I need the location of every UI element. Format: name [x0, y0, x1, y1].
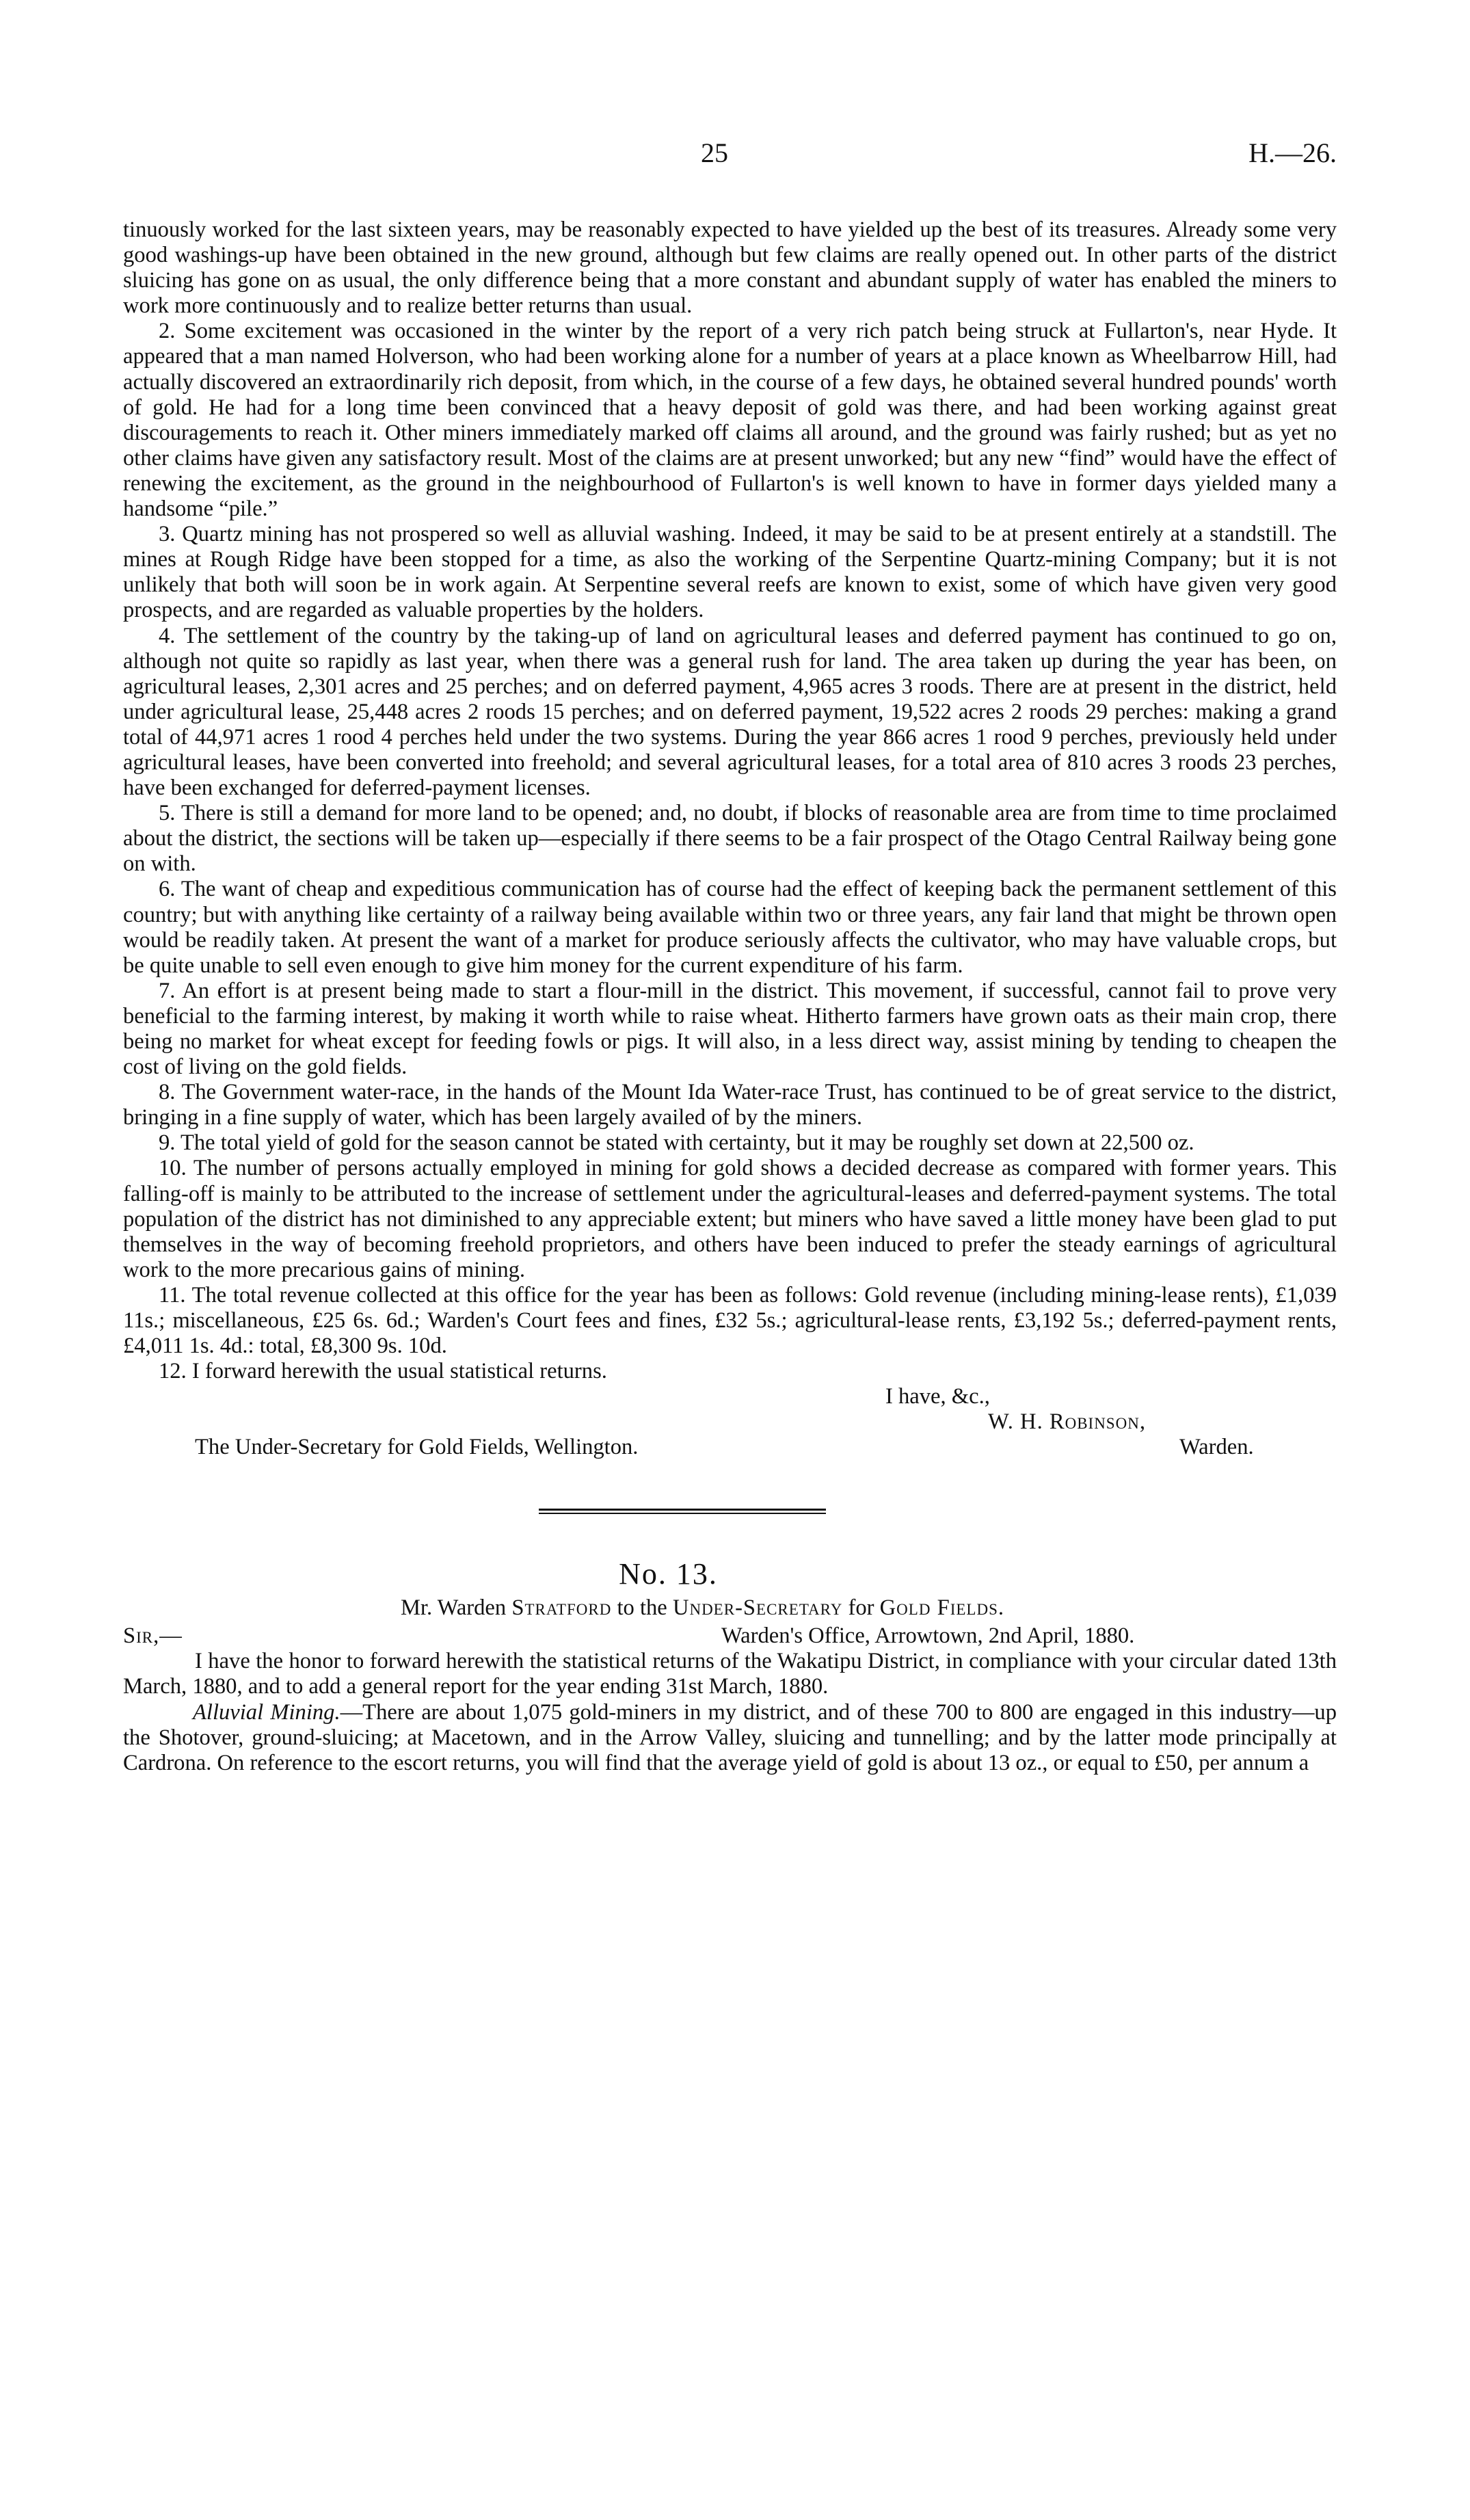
- signature-block: [123, 1384, 1337, 1473]
- alluvial-text: —There are about 1,075 gold-miners in my district, and of these 700 to 800 are engaged in this industry—up the Shotover, ground-sluicing; at Macetown, and in the Arrow Valley, sluicing and tunnelling; and by the latter mode principally at Cardrona. On reference to the escort returns, you will find that the average yield of gold is about 13 oz., or equal to £50, per annum a: [123, 1699, 1337, 1775]
- title-for: for: [848, 1595, 874, 1621]
- paragraph-12: 12. I forward herewith the usual statistical returns.: [159, 1359, 607, 1384]
- paragraph-continued: tinuously worked for the last sixteen years, may be reasonably expected to have yielded up the best of its treasures. Already some very good washings-up have been obtained in the new ground, although but few claims are really opened out. In other parts of the district sluicing has gone on as usual, the only difference being that a more constant and abundant supply of water has enabled the miners to work more continuously and to realize better returns than usual.: [123, 217, 1337, 319]
- paragraph-6: 6. The want of cheap and expeditious communication has of course had the effect of keeping back the permanent settlement of this country; but with anything like certainty of a railway being available within two or three years, any fair land that might be thrown open would be readily taken. At present the want of a market for produce seriously affects the cultivator, who may have valuable crops, but be quite unable to sell even enough to give him money for the current expenditure of his farm.: [123, 877, 1337, 978]
- paragraph-7: 7. An effort is at present being made to start a flour-mill in the district. This movement, if successful, cannot fail to prove very beneficial to the farming interest, by making it worth while to raise wheat. Hitherto farmers have grown oats as their main crop, there being no market for wheat except for feeding fowls or pigs. It will also, in a less direct way, assist mining by tending to cheapen the cost of living on the gold fields.: [123, 978, 1337, 1080]
- report-body: [123, 217, 1337, 1384]
- title-prefix: Mr. Warden: [400, 1595, 507, 1621]
- page-number: 25: [701, 137, 728, 168]
- paragraph-8: 8. The Government water-race, in the hands of the Mount Ida Water-race Trust, has continued to be of great service to the district, bringing in a fine supply of water, which has been largely availed of by the miners.: [123, 1080, 1337, 1130]
- title-warden-name: Stratford: [511, 1595, 612, 1621]
- salutation-line: [123, 1623, 1337, 1649]
- document-title: [96, 1595, 1309, 1621]
- office-and-date: Warden's Office, Arrowtown, 2nd April, 1880.: [721, 1623, 1135, 1649]
- title-department: Gold Fields.: [879, 1595, 1005, 1621]
- document-number: No. 13.: [619, 1557, 718, 1591]
- document-reference: H.—26.: [1248, 137, 1337, 168]
- title-recipient: Under-Secretary: [672, 1595, 843, 1621]
- report-2-body: [123, 1649, 1337, 1775]
- document-page: [123, 137, 1337, 1776]
- intro-paragraph: I have the honor to forward herewith the statistical returns of the Wakatipu District, in compliance with your circular dated 13th March, 1880, and to add a general report for the year ending 31st March, 1880.: [123, 1649, 1337, 1699]
- page-header: [123, 137, 1337, 178]
- title-to: to the: [617, 1595, 667, 1621]
- alluvial-heading: Alluvial Mining.: [193, 1699, 340, 1725]
- paragraph-10: 10. The number of persons actually employed in mining for gold shows a decided decrease as compared with former years. This falling-off is mainly to be attributed to the increase of settlement under the agricultural-leases and deferred-payment systems. The total population of the district has not diminished to any appreciable extent; but miners who have saved a little money have been glad to put themselves in the way of becoming freehold proprietors, and others have been induced to prefer the steady earnings of agricultural work to the more precarious gains of mining.: [123, 1156, 1337, 1282]
- paragraph-3: 3. Quartz mining has not prospered so well as alluvial washing. Indeed, it may be said to be at present entirely at a standstill. The mines at Rough Ridge have been stopped for a time, as also the working of the Serpentine Quartz-mining Company; but it is not unlikely that both will soon be in work again. At Serpentine several reefs are known to exist, some of which have given very good prospects, and are regarded as valuable properties by the holders.: [123, 522, 1337, 623]
- section-divider: [539, 1509, 826, 1514]
- addressee: The Under-Secretary for Gold Fields, Wellington.: [195, 1435, 639, 1460]
- paragraph-4: 4. The settlement of the country by the taking-up of land on agricultural leases and deferred payment has continued to go on, although not quite so rapidly as last year, when there was a general rush for land. The area taken up during the year has been, on agricultural leases, 2,301 acres and 25 perches; and on deferred payment, 4,965 acres 3 roods. There are at present in the district, held under agricultural lease, 25,448 acres 2 roods 15 perches; and on deferred payment, 19,522 acres 2 roods 29 perches: making a grand total of 44,971 acres 1 rood 4 perches held under the two systems. During the year 866 acres 1 rood 9 perches, previously held under agricultural leases, have been converted into freehold; and several agricultural leases, for a total area of 810 acres 3 roods 23 perches, have been exchanged for deferred-payment licenses.: [123, 623, 1337, 801]
- signatory-name: W. H. Robinson,: [988, 1409, 1146, 1435]
- signatory-rank: Warden.: [1179, 1435, 1254, 1460]
- paragraph-9: 9. The total yield of gold for the season cannot be stated with certainty, but it may be roughly set down at 22,500 oz.: [159, 1130, 1194, 1156]
- closing-phrase: I have, &c.,: [885, 1384, 990, 1409]
- alluvial-paragraph: [123, 1700, 1337, 1776]
- paragraph-11: 11. The total revenue collected at this office for the year has been as follows: Gold revenue (including mining-lease rents), £1,039 11s.; miscellaneous, £25 6s. 6d.; Warden's Court fees and fines, £32 5s.; agricultural-lease rents, £3,192 5s.; deferred-payment rents, £4,011 1s. 4d.: total, £8,300 9s. 10d.: [123, 1282, 1337, 1359]
- paragraph-5: 5. There is still a demand for more land to be opened; and, no doubt, if blocks of reasonable area are from time to time proclaimed about the district, the sections will be taken up—especially if there seems to be a fair prospect of the Otago Central Railway being gone on with.: [123, 801, 1337, 877]
- salutation: Sir,—: [123, 1623, 183, 1649]
- paragraph-2: 2. Some excitement was occasioned in the winter by the report of a very rich patch being struck at Fullarton's, near Hyde. It appeared that a man named Holverson, who had been working alone for a number of years at a place known as Wheelbarrow Hill, had actually discovered an extraordinarily rich deposit, from which, in the course of a few days, he obtained several hundred pounds' worth of gold. He had for a long time been convinced that a heavy deposit of gold was there, and had been working against great discouragements to reach it. Other miners immediately marked off claims all around, and the ground was fairly rushed; but as yet no other claims have given any satisfactory result. Most of the claims are at present unworked; but any new “find” would have the effect of renewing the excitement, as the ground in the neighbourhood of Fullarton's is well known to have in former days yielded many a handsome “pile.”: [123, 319, 1337, 522]
